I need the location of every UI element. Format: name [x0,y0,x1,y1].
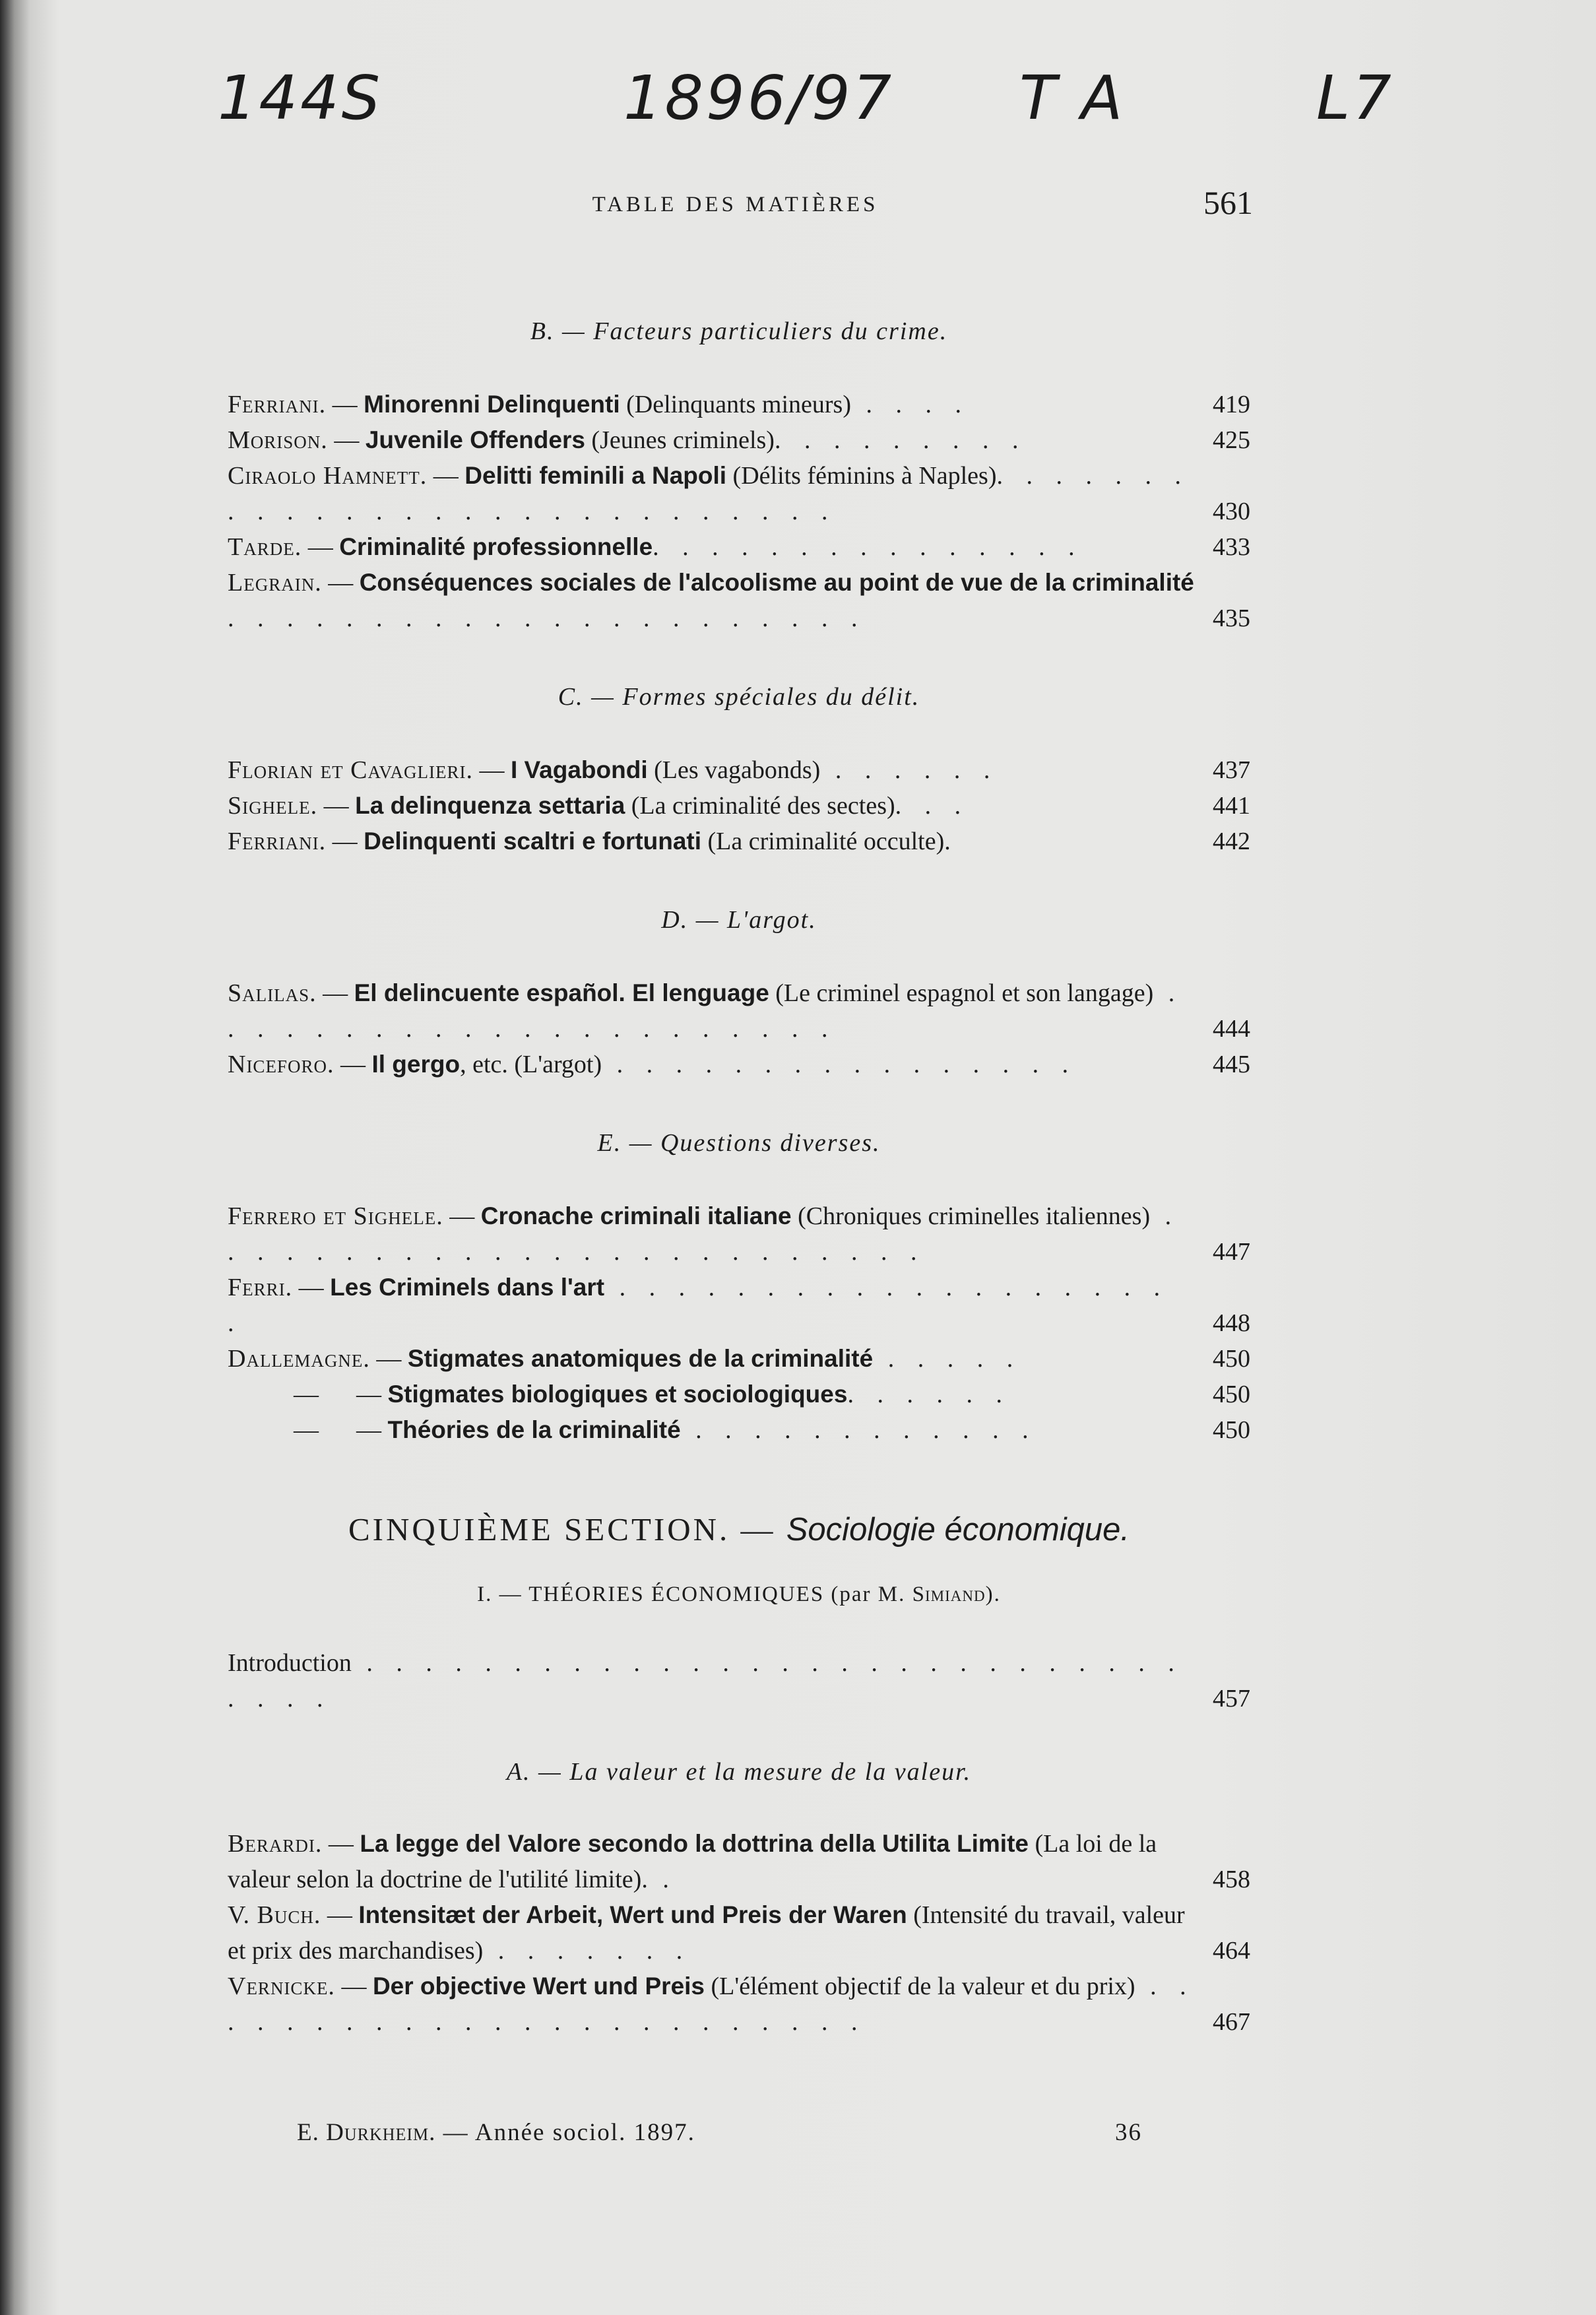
entry-separator: — [335,1973,373,2000]
entry-page-number: 419 [1213,391,1250,418]
entry-page-number: 464 [1213,1937,1250,1965]
page-footer [297,2118,1155,2158]
entry-separator: — [326,828,364,855]
entry-leader-dots: . . . . . . . . . . . . . . . . . . . . . . . . [228,1973,1195,2036]
toc-entry [228,1270,1250,1341]
entry-leader-dots: . . . . . [873,1345,1022,1373]
entry-leader-dots: . . . [895,792,970,820]
section-subtitle: Sociologie économique. [786,1512,1130,1548]
entry-page-number: 450 [1213,1345,1250,1373]
entry-translation: (Délits féminins à Naples) [726,462,997,490]
entry-title: I Vagabondi [510,756,648,783]
entry-title: Minorenni Delinquenti [364,391,620,418]
entry-leader-dots: . . . . . . . . . . . . . . . . . . . . . . . . . . . . [228,462,1190,525]
entry-author: Legrain. [228,569,322,597]
entry-author: Ciraolo Hamnett. [228,462,428,490]
entry-page-number: 450 [1213,1416,1250,1444]
entry-separator: — [292,1274,331,1301]
entry-title: Les Criminels dans l'art [330,1274,605,1301]
part-title: I. — THÉORIES ÉCONOMIQUES (par M. [477,1582,912,1606]
entry-title: Cronache criminali italiane [480,1202,792,1229]
entry-translation: (Chroniques criminelles italiennes) [791,1202,1151,1230]
entry-ditto-mark: — [294,1416,319,1444]
entry-separator: — [369,1345,408,1373]
handwritten-note-code: L7 [1316,63,1394,133]
entry-page-number: 467 [1213,2008,1250,2036]
entry-separator: — [316,979,354,1007]
entry-separator: — [334,1051,372,1078]
subsection-heading: A. — La valeur et la mesure de la valeur. [506,1758,972,1786]
entry-leader-dots: . . . . . . . . . . . . . . . . [602,1051,1077,1078]
entry-author: Tarde. [228,533,302,561]
part-close: ). [985,1582,1001,1606]
toc-entry [228,975,1250,1047]
entry-title: La delinquenza settaria [355,792,625,819]
entry-translation: (Delinquants mineurs) [620,391,851,418]
entry-leader-dots: . . . . . . . . . [774,426,1027,454]
entry-leader-dots: . . . . . . [847,1381,1011,1408]
entry-author: Salilas. [228,979,317,1007]
entry-separator: — [427,462,465,490]
entry-translation: , etc. (L'argot) [460,1051,602,1078]
subsection-heading: B. — Facteurs particuliers du crime. [530,317,948,345]
toc-entry [228,387,1250,422]
entry-page-number: 444 [1213,1015,1250,1043]
entry-translation: (Les vagabonds) [647,756,821,784]
entry-page-number: 457 [1213,1685,1250,1712]
entry-translation: (La criminalité des sectes) [625,792,895,820]
entry-page-number: 445 [1213,1051,1250,1078]
entry-separator: — [319,1381,388,1408]
entry-author: Dallemagne. [228,1345,370,1373]
footer-journal: Année sociol. 1897. [474,2119,695,2146]
entry-page-number: 441 [1213,792,1250,820]
entry-author: Niceforo. [228,1051,335,1078]
handwritten-note-year: 1896/97 [623,63,895,133]
entry-translation: (Jeunes criminels) [585,426,775,454]
entry-title: Criminalité professionnelle [339,533,653,560]
entry-page-number: 430 [1213,498,1250,525]
entry-translation: (Intensité du travail, valeur et prix des marchandises) [228,1901,1185,1965]
handwritten-note-initials: T A [1019,63,1126,133]
entry-page-number: 433 [1213,533,1250,561]
entry-separator: — [326,391,364,418]
entry-title: Stigmates anatomiques de la criminalité [407,1345,874,1372]
running-header [224,179,1253,221]
toc-entry [228,824,1250,859]
entry-title: Juvenile Offenders [365,426,585,453]
entry-page-number: 458 [1213,1866,1250,1893]
entry-separator: — [322,1830,360,1858]
entry-author: Vernicke. [228,1973,335,2000]
entry-leader-dots: . . . . . . [820,756,999,784]
part-heading [228,1582,1250,1607]
toc-entry [228,1969,1250,2040]
part-author: Simiand [912,1582,986,1606]
entry-page-number: 450 [1213,1381,1250,1408]
entry-translation: (La criminalité occulte). [701,828,951,855]
entry-author: Ferri. [228,1274,293,1301]
entry-author: Berardi. [228,1830,323,1858]
entry-leader-dots: . . . . . . . . . . . . . . . . . . . . . . [228,604,866,632]
entry-leader-dots: . . . . . . . . . . . . . . . . . . . . . . . . . [228,1202,1180,1266]
intro-label: Introduction [228,1649,352,1677]
entry-author: Morison. [228,426,328,454]
entry-translation: (L'élément objectif de la valeur et du prix) [705,1973,1135,2000]
entry-separator: — [319,1416,388,1444]
header-title: TABLE DES MATIÈRES [592,193,879,216]
section-title: CINQUIÈME SECTION. — [348,1511,786,1548]
toc-entry [228,1341,1250,1377]
entry-title: Der objective Wert und Preis [372,1973,705,2000]
toc-entry [228,1198,1250,1270]
entry-author: Ferrero et Sighele. [228,1202,443,1230]
entry-page-number: 442 [1213,828,1250,855]
toc-entry-introduction [228,1645,1250,1716]
entry-page-number: 448 [1213,1309,1250,1337]
entry-title: La legge del Valore secondo la dottrina della Utilita Limite [360,1830,1029,1857]
footer-signature: 36 [1115,2119,1142,2146]
entry-separator: — [321,1901,359,1929]
entry-title: Delinquenti scaltri e fortunati [364,828,702,855]
subsection-heading: D. — L'argot. [661,906,817,934]
entry-leader-dots: . . . . . . . . . . . . . . . . . . . . . . . . . . . . . . . . [228,1649,1183,1712]
entry-separator: — [302,533,340,561]
toc-entry [228,565,1250,636]
toc-entry [228,788,1250,824]
entry-title: Conséquences sociales de l'alcoolisme au point de vue de la criminalité [359,569,1194,596]
entry-ditto-mark: — [294,1381,319,1408]
entry-title: Delitti feminili a Napoli [464,462,727,489]
toc-entry [228,1897,1250,1969]
entry-title: Théories de la criminalité [387,1416,681,1443]
entry-leader-dots: . . . . [850,391,970,418]
toc-entry [228,1826,1250,1897]
toc-entry [228,752,1250,788]
footer-separator: — [435,2119,475,2146]
entry-leader-dots: . . . . . . . . . . . . . . . . . . . . . . [228,979,1184,1043]
entry-author: V. Buch. [228,1901,321,1929]
entry-title: Intensitæt der Arbeit, Wert und Preis der Waren [358,1901,907,1928]
toc-entry [228,1047,1250,1082]
entry-page-number: 447 [1213,1238,1250,1266]
entry-page-number: 437 [1213,756,1250,784]
entry-leader-dots: . . . . . . . . . . . . . . . . . . . . [228,1274,1169,1337]
subsection-heading: E. — Questions diverses. [597,1129,881,1157]
toc-entry [228,529,1250,565]
entry-translation: (La loi de la valeur selon la doctrine de l'utilité limite). [228,1830,1157,1893]
entry-title: Il gergo [371,1051,461,1078]
entry-separator: — [472,756,511,784]
entry-author: Ferriani. [228,828,327,855]
subsection-heading: C. — Formes spéciales du délit. [558,683,920,711]
entry-separator: — [321,569,360,597]
entry-page-number: 435 [1213,604,1250,632]
entry-leader-dots: . . . . . . . . . . . . [680,1416,1037,1444]
toc-entry [228,1377,1250,1412]
entry-author: Sighele. [228,792,318,820]
entry-separator: — [317,792,356,820]
handwritten-note-left: 144S [218,63,383,133]
toc-entry [228,458,1250,529]
entry-title: Stigmates biologiques et sociologiques [387,1381,848,1408]
header-page-number: 561 [1203,184,1253,221]
entry-author: Florian et Cavaglieri. [228,756,473,784]
footer-author: E. Durkheim. [297,2119,436,2146]
toc-entry [228,422,1250,458]
entry-title: El delincuente español. El lenguage [354,979,769,1006]
entry-page-number: 425 [1213,426,1250,454]
entry-leader-dots: . [647,1866,678,1893]
entry-separator: — [443,1202,481,1230]
entry-separator: — [327,426,366,454]
toc-entry [228,1412,1250,1448]
section-heading [228,1511,1250,1548]
table-of-contents [228,317,1250,2040]
entry-author: Ferriani. [228,391,327,418]
entry-leader-dots: . . . . . . . . . . . . . . . [653,533,1083,561]
entry-translation: (Le criminel espagnol et son langage) [769,979,1154,1007]
entry-leader-dots: . . . . . . . [483,1937,691,1965]
